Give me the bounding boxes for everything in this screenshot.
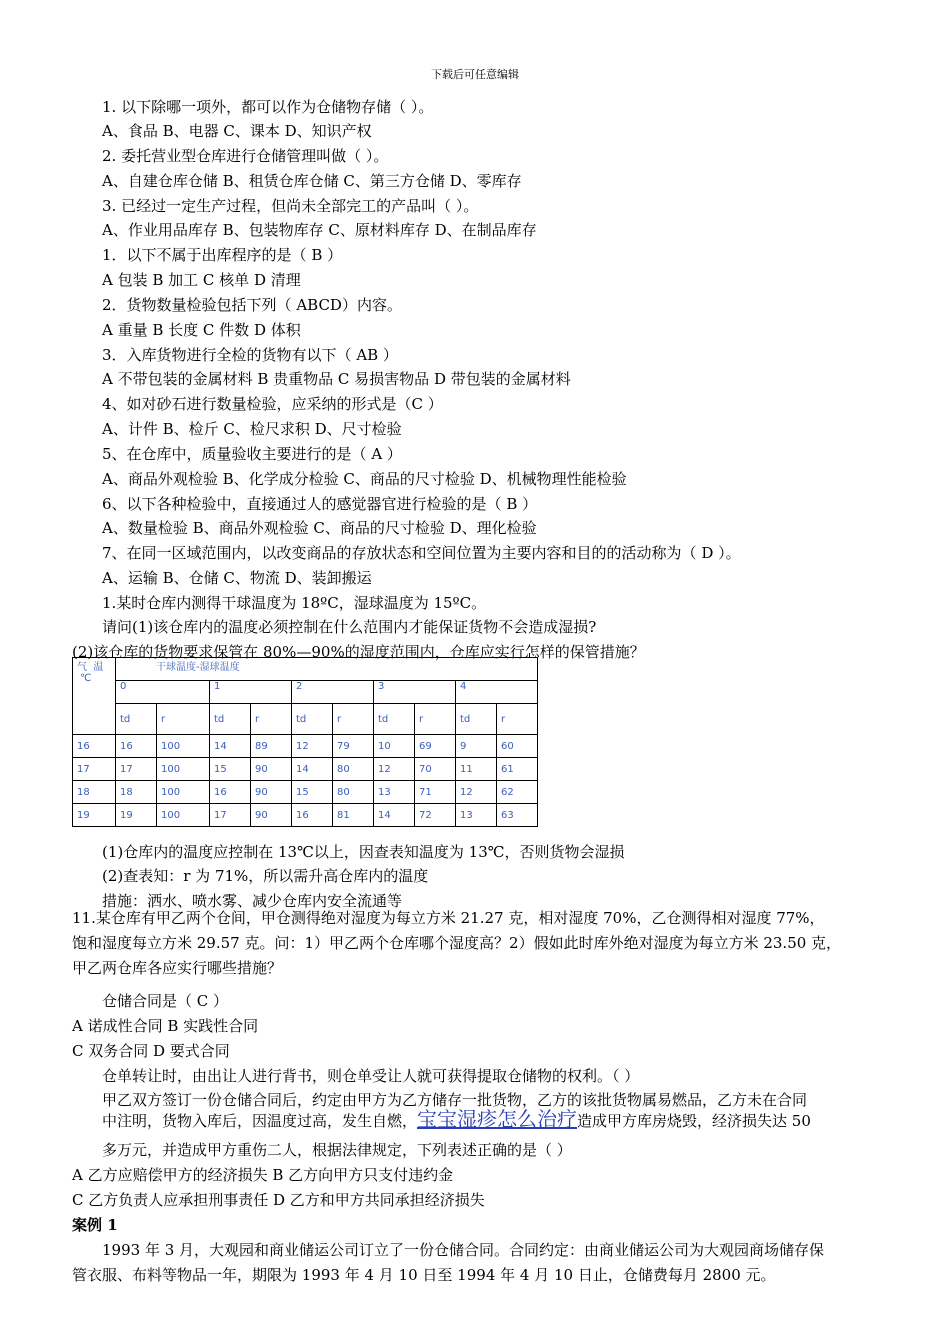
table-sub-header: td — [209, 704, 250, 735]
table-cell: 100 — [157, 781, 210, 804]
table-cell: 9 — [455, 735, 496, 758]
table-cell: 69 — [414, 735, 455, 758]
table-cell: 14 — [291, 758, 332, 781]
table-header-title: 干球温度-湿球温度 — [116, 658, 538, 681]
case-title: 案例 1 — [72, 1216, 118, 1234]
text-line: A 乙方应赔偿甲方的经济损失 B 乙方向甲方只支付违约金 — [72, 1166, 454, 1184]
table-cell: 60 — [496, 735, 537, 758]
text-line: 3．入库货物进行全检的货物有以下（ AB ） — [102, 346, 398, 364]
table-row — [73, 804, 538, 827]
table-sub-header: td — [116, 704, 157, 735]
question-11-line-1: 11.某仓库有甲乙两个仓间，甲仓测得绝对湿度为每立方米 21.27 克，相对湿度 70%，乙仓测得相对湿度 77%， — [72, 909, 825, 927]
text-line: A 诺成性合同 B 实践性合同 — [72, 1017, 259, 1035]
table-cell: 90 — [250, 758, 291, 781]
table-cell: 15 — [209, 758, 250, 781]
fire-case-text-before: 中注明，货物入库后，因温度过高，发生自燃， — [102, 1112, 418, 1130]
text-line: 请问(1)该仓库内的温度必须控制在什么范围内才能保证货物不会造成湿损? — [102, 618, 597, 636]
question-11-line-3: 甲乙两仓库各应实行哪些措施？ — [72, 959, 283, 977]
table-cell: 79 — [332, 735, 373, 758]
text-line: 措施：洒水、喷水雾、减少仓库内安全流通等 — [102, 892, 403, 910]
text-line: A、计件 B、检斤 C、检尺求积 D、尺寸检验 — [102, 420, 402, 438]
text-line: 2．货物数量检验包括下列（ ABCD）内容。 — [102, 296, 402, 314]
table-diff-header: 4 — [455, 681, 537, 704]
case-last-line: 管衣服、布料等物品一年，期限为 1993 年 4 月 10 日至 1994 年 4 月 10 日止，仓储费每月 2800 元。 — [72, 1266, 776, 1284]
table-diff-header: 2 — [291, 681, 373, 704]
table-cell: 17 — [116, 758, 157, 781]
fire-case-line — [102, 1108, 811, 1132]
table-cell: 19 — [73, 804, 116, 827]
table-cell: 12 — [373, 758, 414, 781]
question-11-line-2: 饱和湿度每立方米 29.57 克。问：1）甲乙两个仓库哪个湿度高？2）假如此时库外绝对湿度为每立方米 23.50 克， — [72, 934, 842, 952]
humidity-table — [72, 657, 538, 827]
table-cell: 16 — [291, 804, 332, 827]
table-cell: 62 — [496, 781, 537, 804]
text-line: 仓储合同是（ C ） — [102, 992, 229, 1010]
table-cell: 63 — [496, 804, 537, 827]
table-sub-header: td — [291, 704, 332, 735]
table-cell: 70 — [414, 758, 455, 781]
text-line: A、作业用品库存 B、包装物库存 C、原材料库存 D、在制品库存 — [102, 221, 537, 239]
table-cell: 13 — [455, 804, 496, 827]
table-sub-header: r — [157, 704, 210, 735]
table-cell: 100 — [157, 758, 210, 781]
table-cell: 18 — [73, 781, 116, 804]
table-cell: 10 — [373, 735, 414, 758]
text-line: 6、以下各种检验中，直接通过人的感觉器官进行检验的是（ B ） — [102, 495, 538, 513]
table-cell: 80 — [332, 781, 373, 804]
text-line: 1. 以下除哪一项外，都可以作为仓储物存储（ ）。 — [102, 98, 434, 116]
page-header-note: 下载后可任意编辑 — [431, 68, 519, 81]
fire-case-text-after: 造成甲方库房烧毁，经济损失达 50 — [577, 1112, 811, 1130]
table-cell: 19 — [116, 804, 157, 827]
text-line: (1)仓库内的温度应控制在 13℃以上，因查表知温度为 13℃，否则货物会湿损 — [102, 843, 625, 861]
table-diff-header: 0 — [116, 681, 210, 704]
table-row — [73, 758, 538, 781]
table-cell: 18 — [116, 781, 157, 804]
ad-link[interactable]: 宝宝湿疹怎么治疗 — [417, 1107, 578, 1131]
table-cell: 89 — [250, 735, 291, 758]
table-sub-header: r — [332, 704, 373, 735]
table-sub-header: td — [455, 704, 496, 735]
table-sub-header: td — [373, 704, 414, 735]
text-line: 1993 年 3 月，大观园和商业储运公司订立了一份仓储合同。合同约定：由商业储运公司为大观园商场储存保 — [102, 1241, 825, 1259]
text-line: A、食品 B、电器 C、课本 D、知识产权 — [102, 122, 372, 140]
table-diff-header: 3 — [373, 681, 455, 704]
table-cell: 12 — [291, 735, 332, 758]
table-cell: 61 — [496, 758, 537, 781]
table-cell: 80 — [332, 758, 373, 781]
table-cell: 17 — [209, 804, 250, 827]
table-sub-header: r — [250, 704, 291, 735]
table-cell: 72 — [414, 804, 455, 827]
table-cell: 11 — [455, 758, 496, 781]
text-line: 1.某时仓库内测得干球温度为 18ºC，湿球温度为 15ºC。 — [102, 594, 487, 612]
text-line: A、自建仓库仓储 B、租赁仓库仓储 C、第三方仓储 D、零库存 — [102, 172, 522, 190]
text-line: (2)查表知：r 为 71%，所以需升高仓库内的温度 — [102, 867, 429, 885]
table-cell: 71 — [414, 781, 455, 804]
text-line: 2. 委托营业型仓库进行仓储管理叫做（ ）。 — [102, 147, 389, 165]
text-line: 甲乙双方签订一份仓储合同后，约定由甲方为乙方储存一批货物，乙方的该批货物属易燃品，乙方未在合同 — [102, 1091, 808, 1109]
table-sub-header: r — [496, 704, 537, 735]
table-cell: 100 — [157, 735, 210, 758]
table-cell: 90 — [250, 804, 291, 827]
table-cell: 90 — [250, 781, 291, 804]
table-cell: 81 — [332, 804, 373, 827]
table-corner: 气 温 ℃ — [73, 658, 116, 735]
text-line: C 乙方负责人应承担刑事责任 D 乙方和甲方共同承担经济损失 — [72, 1191, 485, 1209]
table-row — [73, 735, 538, 758]
text-line: A 包装 B 加工 C 核单 D 清理 — [102, 271, 301, 289]
text-line: (2)该仓库的货物要求保管在 80%—90%的湿度范围内，仓库应实行怎样的保管措施？ — [72, 643, 645, 661]
text-line: C 双务合同 D 要式合同 — [72, 1042, 230, 1060]
table-row — [73, 781, 538, 804]
text-line: 多万元，并造成甲方重伤二人，根据法律规定，下列表述正确的是（ ） — [102, 1141, 572, 1159]
text-line: A、商品外观检验 B、化学成分检验 C、商品的尺寸检验 D、机械物理性能检验 — [102, 470, 627, 488]
text-line: A 不带包装的金属材料 B 贵重物品 C 易损害物品 D 带包装的金属材料 — [102, 370, 571, 388]
text-line: A、数量检验 B、商品外观检验 C、商品的尺寸检验 D、理化检验 — [102, 519, 537, 537]
text-line: 仓单转让时，由出让人进行背书，则仓单受让人就可获得提取仓储物的权利。（ ） — [102, 1067, 640, 1085]
table-cell: 12 — [455, 781, 496, 804]
table-cell: 14 — [373, 804, 414, 827]
text-line: 3. 已经过一定生产过程，但尚未全部完工的产品叫（ ）。 — [102, 197, 479, 215]
text-line: A、运输 B、仓储 C、物流 D、装卸搬运 — [102, 569, 372, 587]
table-cell: 15 — [291, 781, 332, 804]
table-sub-header: r — [414, 704, 455, 735]
table-diff-header: 1 — [209, 681, 291, 704]
table-cell: 16 — [209, 781, 250, 804]
text-line: 5、在仓库中，质量验收主要进行的是（ A ） — [102, 445, 402, 463]
table-cell: 13 — [373, 781, 414, 804]
table-cell: 17 — [73, 758, 116, 781]
text-line: A 重量 B 长度 C 件数 D 体积 — [102, 321, 301, 339]
table-cell: 14 — [209, 735, 250, 758]
table-cell: 16 — [73, 735, 116, 758]
table-cell: 16 — [116, 735, 157, 758]
table-cell: 100 — [157, 804, 210, 827]
text-line: 7、在同一区域范围内，以改变商品的存放状态和空间位置为主要内容和目的的活动称为（ D ）。 — [102, 544, 741, 562]
text-line: 4、如对砂石进行数量检验，应采纳的形式是（C ） — [102, 395, 443, 413]
text-line: 1．以下不属于出库程序的是（ B ） — [102, 246, 343, 264]
